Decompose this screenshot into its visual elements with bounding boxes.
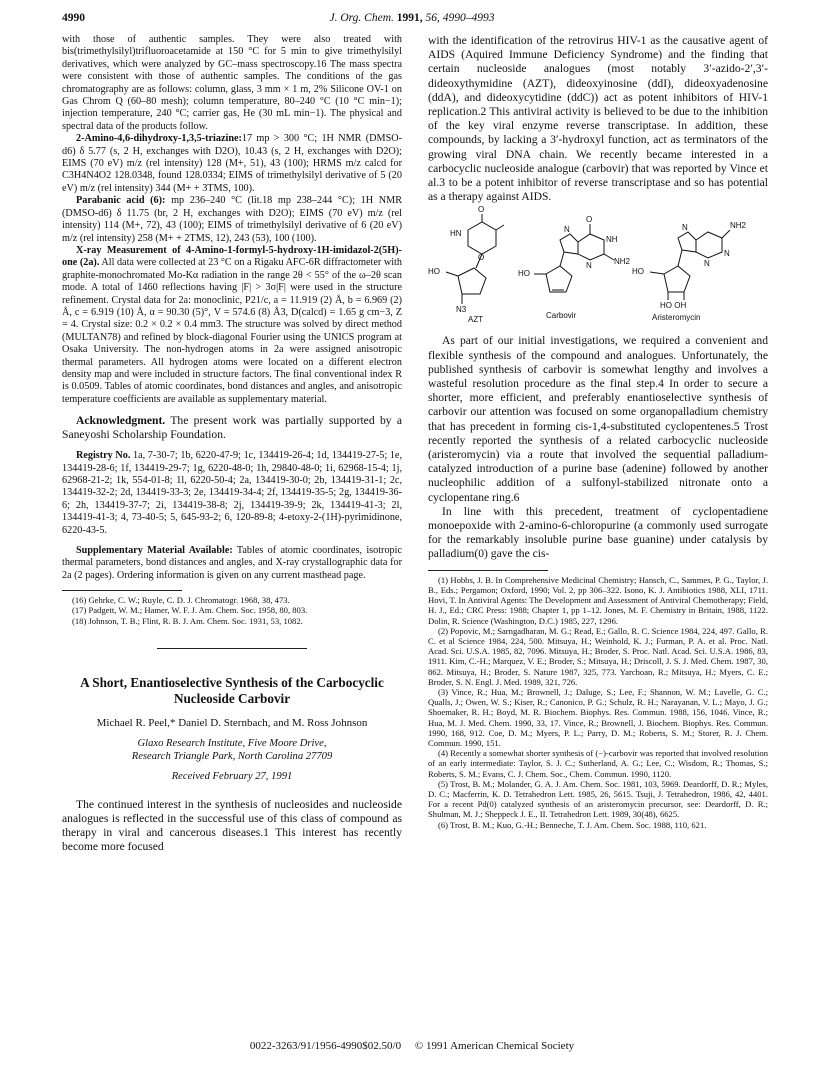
azt-o-label: O (478, 205, 485, 215)
aristeromycin-pyrimidine-ring (696, 232, 722, 258)
registry-section (62, 450, 402, 537)
aristeromycin-n1-label: N (724, 249, 730, 259)
left-column (62, 34, 402, 854)
footnote-2: (2) Popovic, M.; Sarngadharan, M. G.; Read, E.; Gallo, R. C. Science 1984, 224, 497. Gallo, R. C. et al Science 1984, 224, 500. Mitsuya, H.; Weinhold, K. J.; Furman, P. A. et al. Proc. Natl. Acad. Sci. U.S.A. 1985, 82, 7096. Mitsuya, H.; Broder, S. Proc. Natl. Acad. Sci. U.S.A. 1986, 83, 1911. Kim, C.-H.; Marquez, V. E.; Broder, S.; Mitsuya, H.; Driscoll, J. S. J. Med. Chem. 1987, 30, 862. Mitsuya, H.; Broder, S. Nature 1987, 325, 773. Yarchoan, R.; Mitsuya, H.; Myers, C. E.; Broder, S. N. Engl. J. Med. 1989, 321, 726. (428, 625, 768, 687)
acknowledgment-section (62, 414, 402, 442)
xray-text: All data were collected at 23 °C on a Rigaku AFC-6R diffractometer with graphite-monochromated Mo-Kα radiation in the range 2θ < 55° of the ω–2θ scan mode. A total of 1460 reflections having |F| > 3σ|F| were used in the structure refinement. Crystal data for 2a: monoclinic, P21/c, a = 11.919 (2) Å, b = 6.969 (2) Å, c = 6.919 (10) Å, α = 90.30 (5)°, V = 574.6 (8) Å3, D(calcd) = 1.65 g cm−3, Z = 4. Crystal size: 0.2 × 0.2 × 0.4 mm3. The structure was solved by direct method (MULTAN78) and refined by block-diagonal Fourier using the UNICS program at Osaka University. The non-hydrogen atoms in 2a were assigned anisotropic thermal parameters. All hydrogen atoms were located on a different electron density map and were included in structure factors. The final conventional index R is 0.0509. Tables of atomic coordinates, bond distances and angles, and anisotropic temperature coefficients are available as supplementary material. (62, 257, 402, 405)
xray-paragraph (62, 245, 402, 406)
aristeromycin-ch2-bond (650, 272, 664, 274)
hiv-paragraph: with the identification of the retrovirus HIV-1 as the causative agent of AIDS (Aquired Immune Deficiency Syndrome) and the finding that certain nucleoside analogues (most notably 3′-azido-2′,3′-dideoxythymidine (AZT), dideoxyinosine (ddI), dideoxyadenosine (ddA), and dideoxycytidine (ddC)) act as potent inhibitors of HIV-1 replication.2 This antiviral activity is believed to be due to the inhibition of the key viral enzyme reverse transcriptase. In addition, these compounds, by lacking a 3′-hydroxyl function, act as terminators of the growing viral DNA chain. We recently became interested in a carbocyclic nucleoside analogue (carbovir) that was reported by Vince et al.3 to be a potent inhibitor of reverse transcriptase and so has potential as a therapy against AIDS. (428, 34, 768, 204)
supplementary-text: Tables of atomic coordinates, isotropic thermal parameters, bond distances and angles, and X-ray crystallographic data for 2a (2 pages). Ordering information is given on any current masthead page. (62, 545, 402, 581)
aristeromycin-n7-label: N (682, 223, 688, 233)
initial-investigations-paragraph: As part of our initial investigations, we required a convenient and flexible synthesis of the compound and analogues. Unfortunately, the published synthesis of carbovir is somewhat lengthy and involves a wasteful resolution procedure as the final step.4 In order to secure a shorter, more efficient, and preferably enantioselective synthesis of carbovir our attention was focused on some organopalladium chemistry that has precedent in forming cis-1,4-substituted cyclopentenes.5 Trost recently reported the synthesis of a related carbocyclic nucleoside (aristeromycin) via a route that involved the sequential palladium-catalyzed introduction of a purine base (adenine) followed by another nucleophilic addition of a sulfonyl-stabilized nitronate onto a cyclopentane ring.6 (428, 334, 768, 504)
journal-volume: 56, (425, 12, 440, 24)
carbovir-n7-label: N (564, 225, 570, 235)
parabanic-heading: Parabanic acid (6): (76, 195, 166, 207)
registry-heading: Registry No. (76, 450, 131, 462)
carbovir-nh2-label: NH2 (614, 257, 631, 267)
right-body-block (428, 334, 768, 561)
parabanic-data (62, 195, 402, 245)
journal-year: 1991, (396, 12, 423, 24)
triazine-data (62, 133, 402, 195)
footnote-1: (1) Hobbs, J. B. In Comprehensive Medicinal Chemistry; Hansch, C., Sammes, P. G., Taylor, J. B., Eds.; Pergamon; Oxford, 1990; Vol. 2, pp 306–322. Isono, K. J. Antibiotics 1988, XLI, 1711. Hovi, T. In Antiviral Agents: The Development and Assessment of Antiviral Chemotherapy; Field, H. J., Ed.; CRC Press: 1988; Chapter 1, pp 1–12. Jones, M. F. Chemistry in Britain, 1988, 1122. Dolin, R. Science (Washington, D.C.) 1985, 227, 1296. (428, 574, 768, 626)
gc-ms-paragraph: with those of authentic samples. They were also treated with bis(trimethylsilyl)trifluoroacetamide at 150 °C for 5 min to give trimethylsilyl derivatives, which were analyzed by GC–mass spectroscopy.16 The mass spectra were consistent with those of authentic samples. The conditions of the gas chromatography are as follows: column, glass, 3 mm × 1 m, 2% Silicone OV-1 on Gas Chrom Q (60–80 mesh); column temperature, 80–240 °C (10 °C min−1); injection temperature, 240 °C; carrier gas, He (30 mL min−1). The physical and spectral data of the products follow. (62, 34, 402, 132)
supplementary-heading: Supplementary Material Available: (76, 545, 233, 557)
right-intro-block (428, 34, 768, 204)
carbovir-n3-label: N (586, 261, 592, 271)
carbovir-o-label: O (586, 215, 593, 225)
footnote-16: (16) Gehrke, C. W.; Ruyle, C. D. J. Chromatogr. 1968, 38, 473. (72, 595, 290, 606)
right-footnotes (428, 575, 768, 830)
triazine-heading: 2-Amino-4,6-dihydroxy-1,3,5-triazine: (76, 133, 242, 145)
parabanic-text: mp 236–240 °C (lit.18 mp 238–244 °C); 1H NMR (DMSO-d6) δ 11.75 (br, 2 H, exchanges with D2O); EIMS (70 eV) m/z (rel intensity) 114 (M+, 72), 43 (100); EIMS of trimethylsilyl derivative of 6 (20 eV) m/z (rel intensity) 258 (M+ + 2TMS, 12), 243 (53), 100 (100). (62, 195, 403, 244)
received-date: Received February 27, 1991 (171, 771, 293, 783)
acknowledgment (62, 414, 402, 442)
intro-paragraph: The continued interest in the synthesis of nucleosides and nucleoside analogues is reflected in the successful use of this class of compound as therapy in viral and cancerous diseases.1 This interest has recently become more focused (62, 797, 402, 854)
azt-base-ring (468, 222, 496, 254)
footnote-17: (17) Padgett, W. M.; Hamer, W. F. J. Am. Chem. Soc. 1958, 80, 803. (72, 605, 308, 616)
page-number: 4990 (62, 12, 85, 24)
carbovir-ho-label: HO (518, 269, 530, 279)
article-authors: Michael R. Peel,* Daniel D. Sternbach, and M. Ross Johnson (96, 716, 368, 729)
journal-citation (62, 12, 762, 24)
aristeromycin-link-bond (678, 250, 682, 266)
structures-figure (428, 205, 768, 326)
running-header (62, 12, 762, 30)
footnote-5: (5) Trost, B. M.; Molander, G. A. J. Am. Chem. Soc. 1981, 103, 5969. Deardorff, D. R.; Myles, D. C.; Macferrin, K. D. Tetrahedron Lett. 1985, 26, 5615. Tsuji, J. Tetrahedron, 1986, 42, 4401. For a recent Pd(0) catalyzed synthesis of an aristeromycin precursor, see: Deardorff, D. R.; Shulman, M. J.; Sheppeck J. E., II. Tetrahedron Lett. 1989, 30(48), 6625. (428, 778, 768, 820)
carbovir-link-bond (560, 252, 564, 266)
affiliation-line-1: Glaxo Research Institute, Five Moore Drive, (137, 738, 327, 750)
affiliation-line-2: Research Triangle Park, North Carolina 27709 (131, 751, 333, 763)
precedent-paragraph: In line with this precedent, treatment of cyclopentadiene monoepoxide with 2-amino-6-chloropurine (a commonly used surrogate for the remarkably insoluble purine base guanine) under catalysis by palladium(0) gave the cis- (428, 504, 768, 561)
aristeromycin-ho-label: HO (632, 267, 644, 277)
azt-o2-label: O (478, 253, 485, 263)
registry-text: 1a, 7-30-7; 1b, 6220-47-9; 1c, 134419-26-4; 1d, 134419-27-5; 1e, 134419-28-6; 1f, 134419-29-7; 1g, 6220-48-0; 1h, 29840-48-0; 1i, 62968-15-4; 1j, 62968-21-2; 1k, 554-01-8; 1l, 6220-50-4; 2a, 134419-30-0; 2b, 134419-31-1; 2c, 134419-32-2; 2d, 134419-33-3; 2e, 134419-34-4; 2f, 134419-35-5; 2g, 134419-36-6; 2h, 134419-37-7; 2i, 134419-38-8; 2j, 134419-39-9; 2k, 134419-41-3; 2l, 134419-41-3; 4, 73-40-5; 5, 645-93-2; 6, 120-89-8; 4-etoxy-2-(1H)-pyrimidinone, 6220-43-5. (62, 450, 402, 536)
carbovir-amino-bond (604, 254, 614, 260)
azt-ch2-bond (446, 272, 458, 276)
aristeromycin-cyclopentane (664, 266, 690, 292)
ack-heading: Acknowledgment. (76, 414, 166, 428)
copyright: © 1991 American Chemical Society (414, 1040, 575, 1052)
azt-caption: AZT (468, 315, 484, 325)
left-footnotes (62, 595, 402, 626)
azt-hn-label: HN (450, 229, 462, 239)
aristeromycin-diol-label: HO OH (660, 301, 687, 311)
registry-numbers (62, 450, 402, 537)
footnote-rule (62, 590, 182, 591)
aristeromycin-nh2-label: NH2 (730, 221, 747, 231)
carbovir-cyclopentene (546, 266, 572, 292)
footnote-18: (18) Johnson, T. B.; Flint, R. B. J. Am. Chem. Soc. 1931, 53, 1082. (72, 615, 303, 626)
aristeromycin-n3-label: N (704, 259, 710, 269)
azt-ho-label: HO (428, 267, 440, 277)
carbovir-imidazole-ring (560, 234, 578, 254)
right-footnote-rule (428, 570, 548, 571)
carbovir-nh-label: NH (606, 235, 618, 245)
ack-text: The present work was partially supported by a Saneyoshi Scholarship Foundation. (62, 414, 402, 442)
article-title: A Short, Enantioselective Synthesis of the Carbocyclic Nucleoside Carbovir (80, 674, 384, 706)
azt-n3-label: N3 (456, 305, 467, 315)
structures-drawing (428, 210, 768, 326)
right-column (428, 34, 768, 830)
supplementary-section (62, 545, 402, 582)
intro-block (62, 798, 402, 855)
footnote-6: (6) Trost, B. M.; Kuo, G.-H.; Benneche, T. J. Am. Chem. Soc. 1988, 110, 621. (438, 819, 707, 830)
azt-sugar-ring (458, 268, 486, 294)
aristeromycin-amino-bond (722, 230, 730, 238)
aristeromycin-imidazole-ring (678, 232, 696, 252)
azt-methyl-bond (496, 225, 504, 230)
footnote-4: (4) Recently a somewhat shorter synthesis of (−)-carbovir was reported that involved resolution of an early intermediate: Taylor, S. J. C.; Sutherland, A. G.; Lee, C.; Wisdom, R.; Thomas, S.; Roberts, S. M.; Evans, C. J. Chem. Soc., Chem. Commun. 1990, 1120. (428, 748, 768, 779)
supplementary-material (62, 545, 402, 582)
carbovir-pyrimidine-ring (578, 234, 604, 260)
journal-name: J. Org. Chem. (329, 12, 394, 24)
article-separator (157, 648, 307, 649)
aristeromycin-caption: Aristeromycin (652, 313, 701, 323)
article-code: 0022-3263/91/1956-4990$02.50/0 (249, 1040, 402, 1052)
journal-pages: 4990–4993 (442, 12, 495, 24)
xray-heading: X-ray Measurement of 4-Amino-1-formyl-5-hydroxy-1H-imidazol-2(5H)-one (2a). (62, 244, 402, 269)
affiliation (62, 737, 402, 763)
page-footer (62, 1040, 762, 1052)
triazine-text: 17 mp > 300 °C; 1H NMR (DMSO-d6) δ 5.77 (s, 2 H, exchanges with D2O), 10.43 (s, 2 H, exchanges with D2O); EIMS (70 eV) m/z (rel intensity) 128 (M+, 51), 43 (100); HRMS m/z calcd for C3H4N4O2 128.0348, found 128.0334; EIMS of trimethylsilyl derivative of 5 (20 eV) m/z (rel intensity) 344 (M+ + 3TMS, 100). (62, 133, 402, 194)
carbovir-caption: Carbovir (546, 311, 577, 321)
footnote-3: (3) Vince, R.; Hua, M.; Brownell, J.; Daluge, S.; Lee, F.; Shannon, W. M.; Lavelle, G. C.; Qualls, J.; Owen, W. S.; Kiser, R.; Canonico, P. G.; Schulz, R. H.; Narayanan, V. L.; Mayo, J. G.; Shoemaker, R. H.; Boyd, M. R. Biochem. Biophys. Res. Commun. 1988, 156, 1046. Vince, R.; Hua, M. J. Med. Chem. 1990, 33, 17. Vince, R.; Brownell, J. Biochem. Biophys. Res. Commun. 1990, 168, 912. Coe, D. M.; Myers, P. L.; Parry, D. M.; Roberts, S. M.; Storer, R. J. Chem. Commun. 1990, 151. (428, 686, 768, 748)
